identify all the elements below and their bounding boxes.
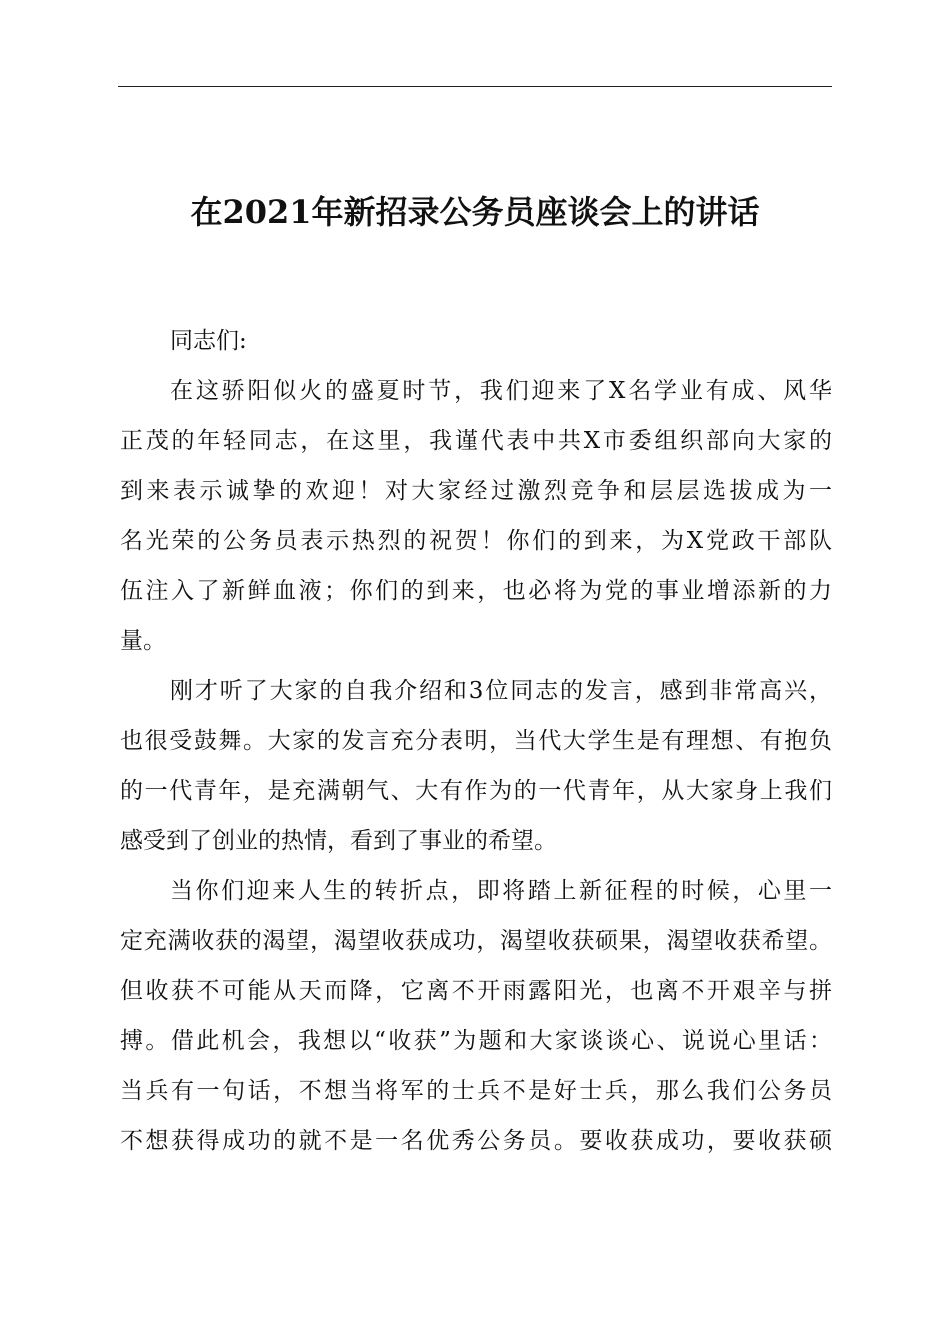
paragraph-line: 当兵有一句话，不想当将军的士兵不是好士兵，那么我们公务员	[120, 1078, 832, 1104]
paragraph-line: 不想获得成功的就不是一名优秀公务员。要收获成功，要收获硕	[120, 1128, 832, 1154]
paragraph-line: 在这骄阳似火的盛夏时节，我们迎来了X名学业有成、风华	[170, 378, 832, 404]
paragraph-line: 伍注入了新鲜血液；你们的到来，也必将为党的事业增添新的力	[120, 578, 832, 604]
paragraph-line: 感受到了创业的热情，看到了事业的希望。	[120, 828, 557, 854]
document-title: 在2021年新招录公务员座谈会上的讲话	[190, 193, 760, 231]
paragraph-2	[120, 666, 832, 866]
paragraph-line: 名光荣的公务员表示热烈的祝贺！你们的到来，为X党政干部队	[120, 528, 832, 554]
paragraph-3	[120, 866, 832, 1166]
document-body	[120, 316, 832, 1166]
paragraph-line: 也很受鼓舞。大家的发言充分表明，当代大学生是有理想、有抱负	[120, 728, 832, 754]
paragraph-line: 定充满收获的渴望，渴望收获成功，渴望收获硕果，渴望收获希望。	[120, 928, 832, 954]
header-rule	[118, 86, 832, 87]
paragraph-1	[120, 366, 832, 666]
paragraph-line: 刚才听了大家的自我介绍和3位同志的发言，感到非常高兴，	[170, 678, 832, 704]
paragraph-line: 的一代青年，是充满朝气、大有作为的一代青年，从大家身上我们	[120, 778, 832, 804]
paragraph-line: 当你们迎来人生的转折点，即将踏上新征程的时候，心里一	[170, 878, 832, 904]
paragraph-line: 量。	[120, 628, 166, 654]
paragraph-line: 正茂的年轻同志，在这里，我谨代表中共X市委组织部向大家的	[120, 428, 832, 454]
paragraph-line: 搏。借此机会，我想以“收获”为题和大家谈谈心、说说心里话：	[120, 1028, 832, 1054]
paragraph-line: 但收获不可能从天而降，它离不开雨露阳光，也离不开艰辛与拼	[120, 978, 832, 1004]
salutation: 同志们:	[170, 328, 247, 354]
paragraph-line: 到来表示诚挚的欢迎！对大家经过激烈竞争和层层选拔成为一	[120, 478, 832, 504]
